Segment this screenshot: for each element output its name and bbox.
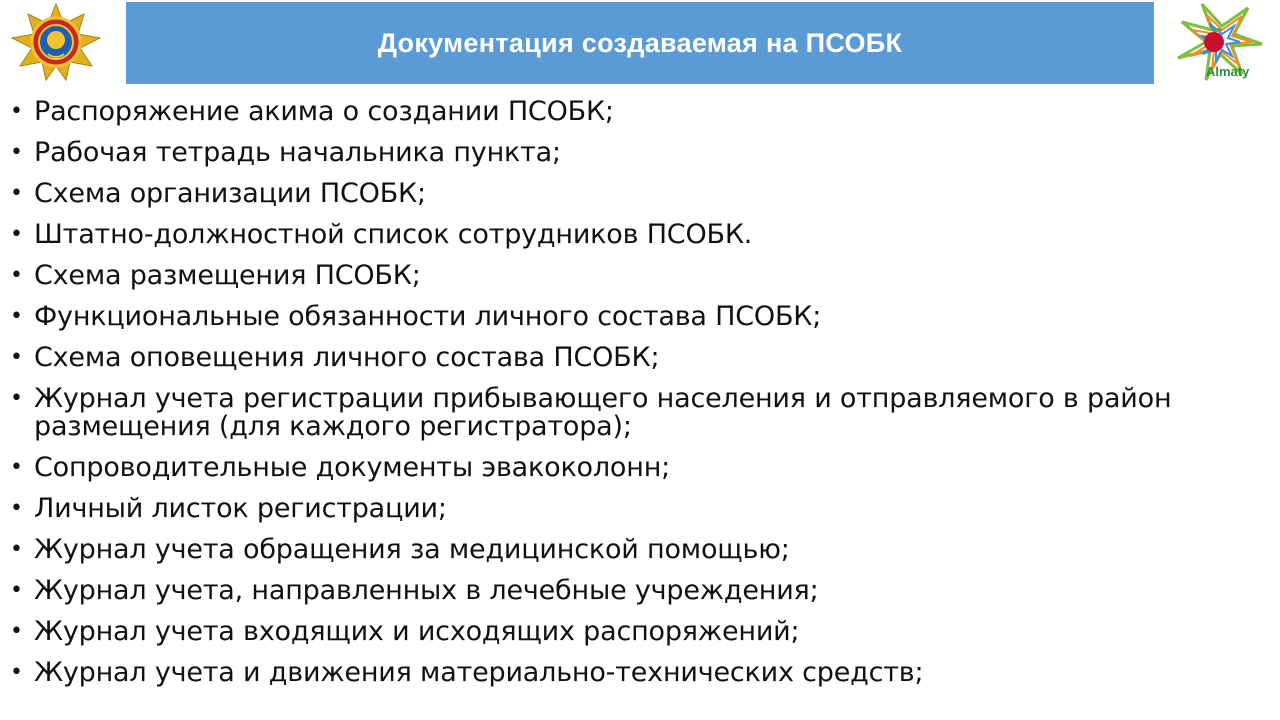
list-item [8,577,1268,605]
bullet-icon: • [10,537,23,562]
logo-text: Almaty [1206,64,1250,79]
document-list [8,98,1268,700]
bullet-icon: • [10,660,23,685]
list-item-text: Штатно-должностной список сотрудников ПСОБК. [34,219,753,250]
list-item-text: Журнал учета обращения за медицинской помощью; [34,534,790,565]
bullet-icon: • [10,99,23,124]
list-item [8,262,1268,290]
bullet-icon: • [10,222,23,247]
list-item [8,180,1268,208]
bullet-icon: • [10,140,23,165]
list-item-text: Схема размещения ПСОБК; [34,260,421,291]
list-item-text: Рабочая тетрадь начальника пункта; [34,137,561,168]
bullet-icon: • [10,181,23,206]
list-item-text: Журнал учета, направленных в лечебные учреждения; [34,575,819,606]
title-bar [126,2,1154,84]
list-item [8,139,1268,167]
list-item [8,536,1268,564]
list-item [8,344,1268,372]
list-item [8,303,1268,331]
bullet-icon: • [10,578,23,603]
page-title: Документация создаваемая на ПСОБК [377,27,903,58]
bullet-icon: • [10,619,23,644]
emergency-service-emblem-icon [8,2,104,82]
bullet-icon: • [10,304,23,329]
list-item [8,659,1268,687]
bullet-icon: • [10,386,23,411]
list-item [8,98,1268,126]
list-item [8,495,1268,523]
bullet-icon: • [10,455,23,480]
list-item [8,454,1268,482]
list-item-text: Сопроводительные документы эвакоколонн; [34,452,671,483]
list-item-text: Журнал учета и движения материально-технических средств; [34,657,924,688]
list-item-text: Распоряжение акима о создании ПСОБК; [34,96,614,127]
bullet-icon: • [10,496,23,521]
list-item-text: Схема организации ПСОБК; [34,178,426,209]
list-item-text: Функциональные обязанности личного состава ПСОБК; [34,301,822,332]
list-item-text: Схема оповещения личного состава ПСОБК; [34,342,660,373]
list-item-text: Журнал учета регистрации прибывающего населения и отправляемого в район размещения (для каждого регистратора); [34,383,1172,442]
bullet-icon: • [10,345,23,370]
bullet-icon: • [10,263,23,288]
list-item-text: Личный листок регистрации; [34,493,447,524]
list-item [8,221,1268,249]
list-item [8,385,1268,441]
list-item [8,618,1268,646]
list-item-text: Журнал учета входящих и исходящих распоряжений; [34,616,800,647]
